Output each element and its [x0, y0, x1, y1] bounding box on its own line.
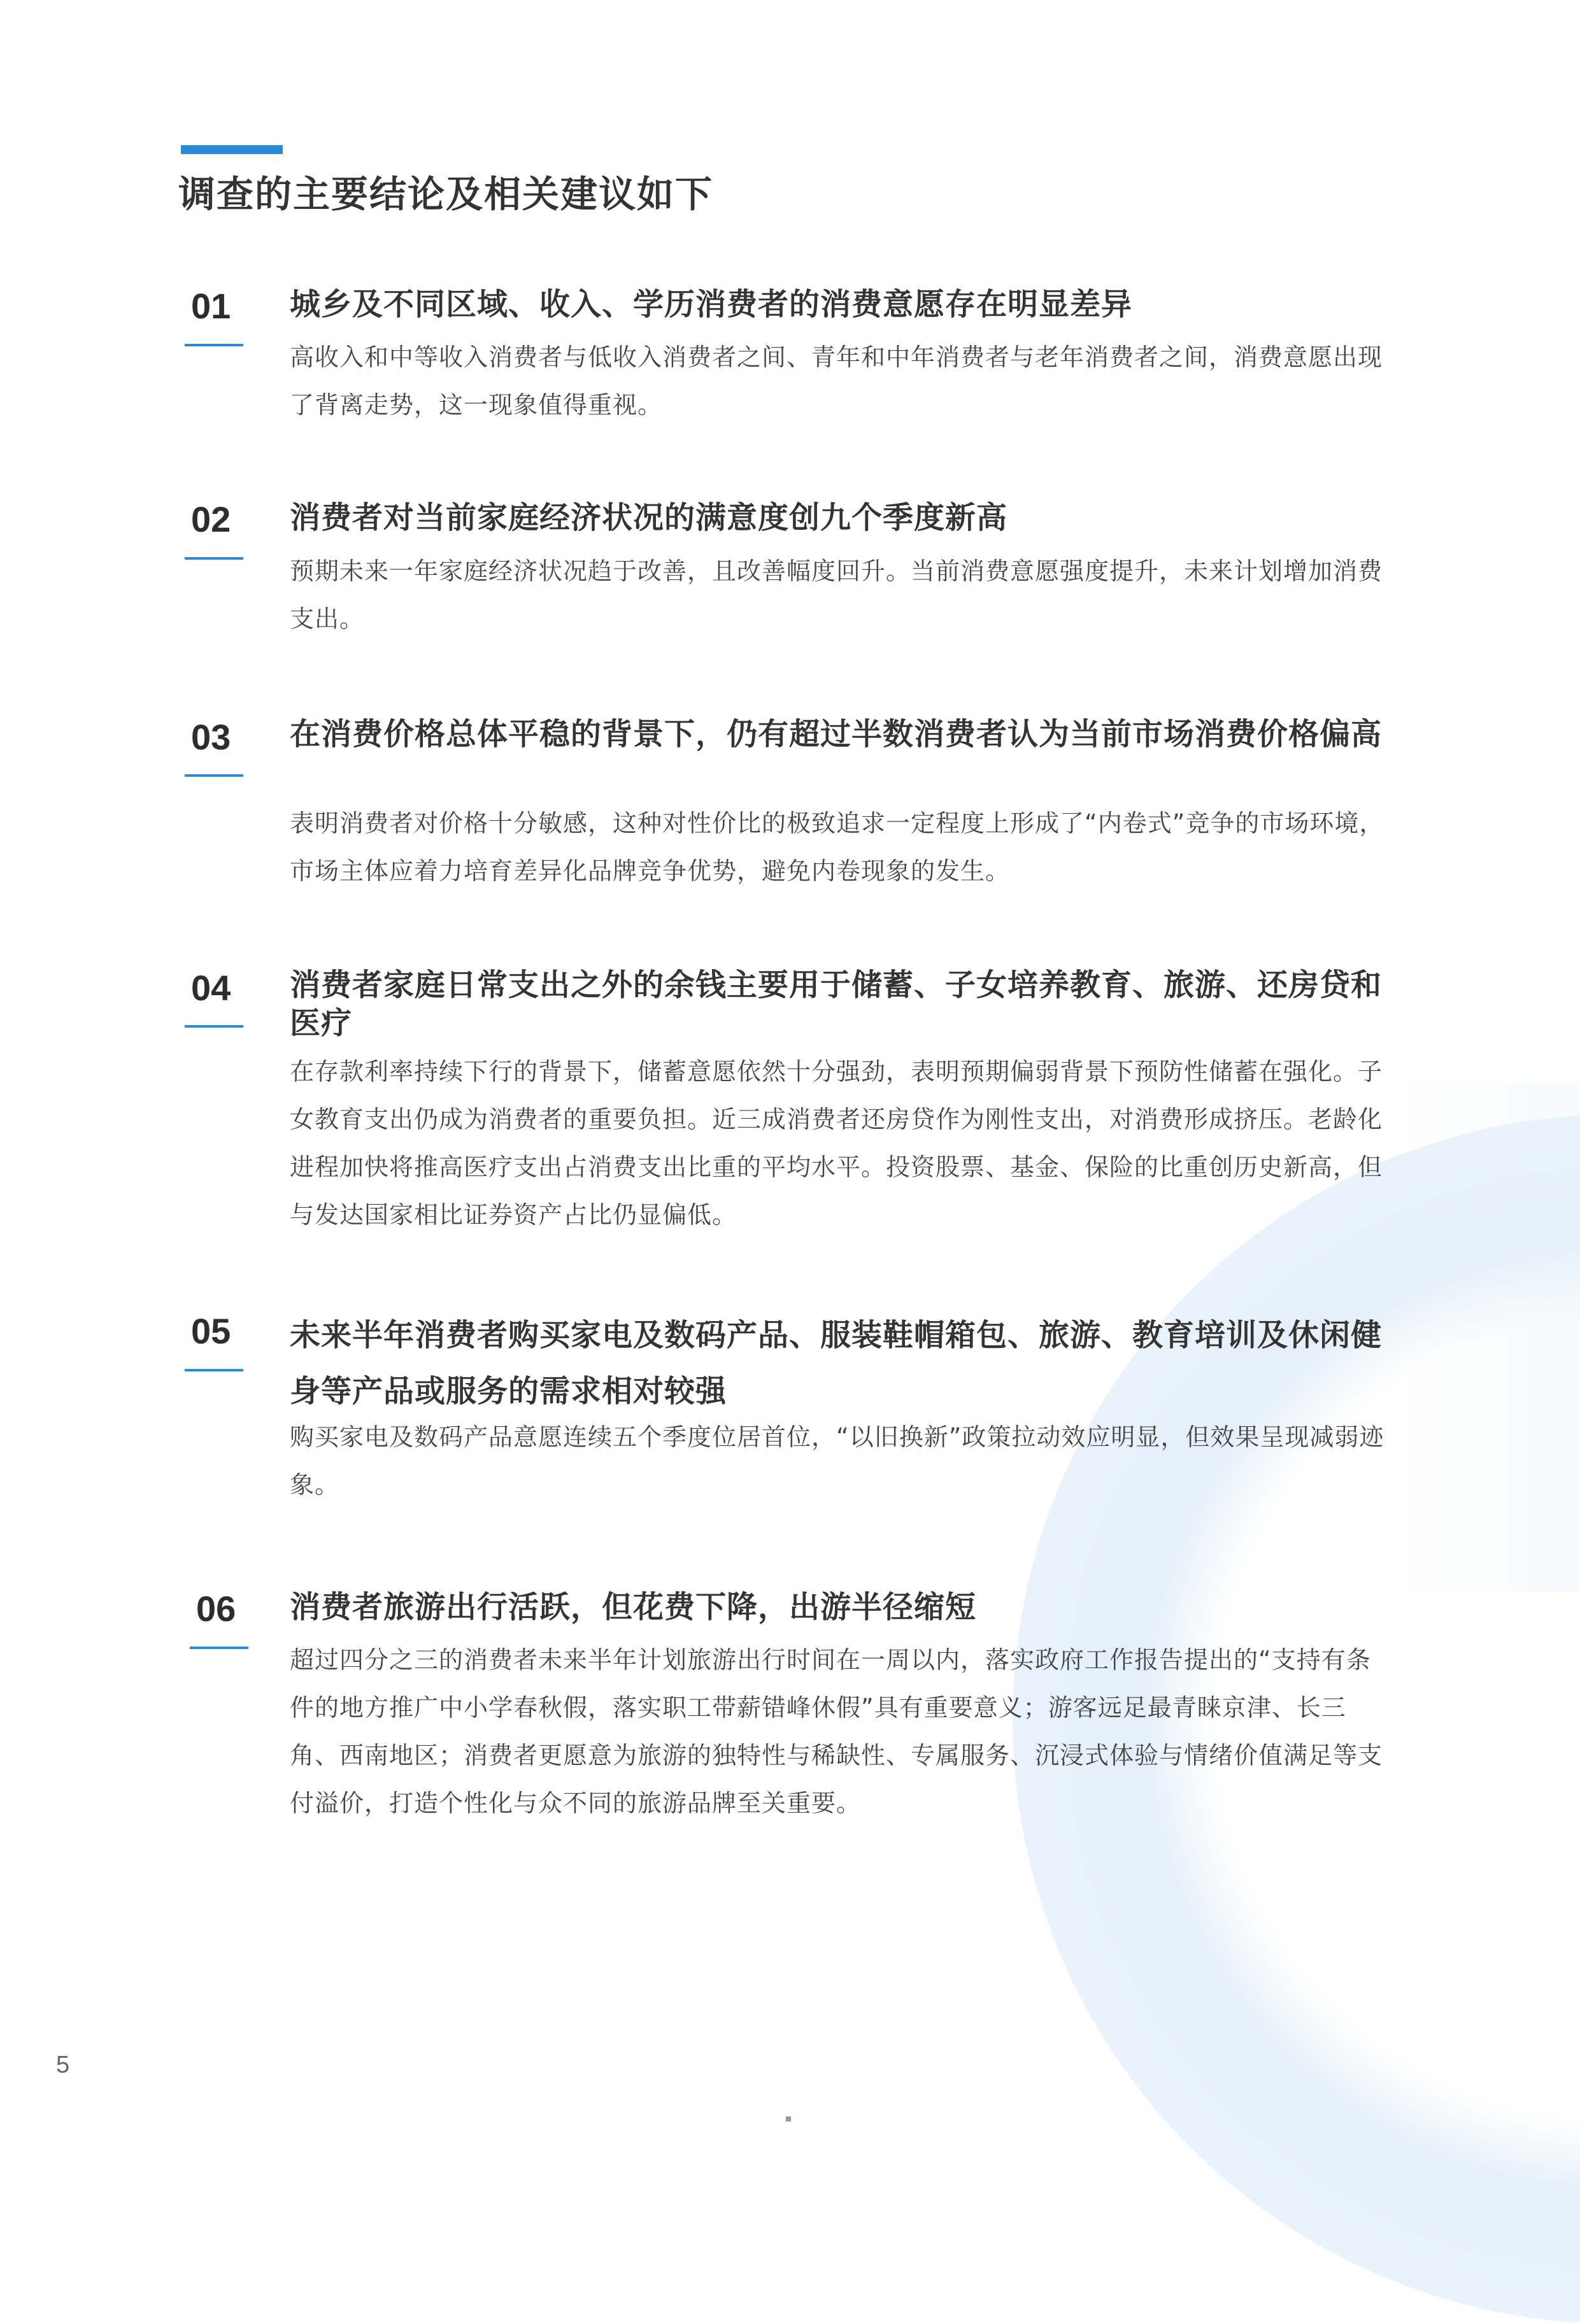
- finding-body: 在存款利率持续下行的背景下，储蓄意愿依然十分强劲，表明预期偏弱背景下预防性储蓄在强化。子女教育支出仍成为消费者的重要负担。近三成消费者还房贷作为刚性支出，对消费形成挤压。老龄化进程加快将推高医疗支出占消费支出比重的平均水平。投资股票、基金、保险的比重创历史新高，但与发达国家相比证券资产占比仍显偏低。: [290, 1058, 1383, 1229]
- title-accent-bar: [181, 145, 283, 154]
- finding-number-underline: [185, 557, 243, 560]
- finding-title: 消费者家庭日常支出之外的余钱主要用于储蓄、子女培养教育、旅游、还房贷和医疗: [290, 967, 1383, 1041]
- finding-number: 03: [191, 717, 231, 757]
- finding-body: 高收入和中等收入消费者与低收入消费者之间、青年和中年消费者与老年消费者之间，消费意愿出现了背离走势，这一现象值得重视。: [290, 343, 1383, 419]
- finding-number-underline: [185, 1369, 243, 1371]
- bottom-marker: [786, 2116, 791, 2122]
- finding-number-underline: [185, 1025, 243, 1028]
- background-fade-decoration: [1401, 1082, 1580, 1592]
- finding-number: 04: [191, 968, 231, 1008]
- finding-title: 消费者对当前家庭经济状况的满意度创九个季度新高: [290, 500, 1008, 535]
- finding-body: 表明消费者对价格十分敏感，这种对性价比的极致追求一定程度上形成了“内卷式”竞争的市场环境，市场主体应着力培育差异化品牌竞争优势，避免内卷现象的发生。: [290, 809, 1384, 885]
- finding-number-underline: [190, 1647, 248, 1649]
- finding-body: 超过四分之三的消费者未来半年计划旅游出行时间在一周以内，落实政府工作报告提出的“支持有条件的地方推广中小学春秋假，落实职工带薪错峰休假”具有重要意义；游客远足最青睐京津、长三角、西南地区；消费者更愿意为旅游的独特性与稀缺性、专属服务、沉浸式体验与情绪价值满足等支付溢价，打造个性化与众不同的旅游品牌至关重要。: [290, 1646, 1383, 1817]
- finding-title: 在消费价格总体平稳的背景下，仍有超过半数消费者认为当前市场消费价格偏高: [290, 716, 1383, 752]
- finding-number: 05: [191, 1311, 231, 1351]
- page-number: 5: [56, 2051, 70, 2078]
- finding-body: 购买家电及数码产品意愿连续五个季度位居首位，“以旧换新”政策拉动效应明显，但效果呈现减弱迹象。: [290, 1423, 1384, 1499]
- finding-number-underline: [185, 344, 243, 346]
- finding-title: 消费者旅游出行活跃，但花费下降，出游半径缩短: [290, 1589, 977, 1625]
- finding-title: 未来半年消费者购买家电及数码产品、服装鞋帽箱包、旅游、教育培训及休闲健身等产品或服务的需求相对较强: [290, 1317, 1383, 1409]
- finding-body: 预期未来一年家庭经济状况趋于改善，且改善幅度回升。当前消费意愿强度提升，未来计划增加消费支出。: [290, 557, 1383, 633]
- page-title: 调查的主要结论及相关建议如下: [178, 173, 714, 216]
- finding-title: 城乡及不同区域、收入、学历消费者的消费意愿存在明显差异: [290, 287, 1133, 322]
- finding-number: 06: [196, 1589, 236, 1629]
- finding-number-underline: [185, 774, 243, 777]
- finding-number: 02: [191, 499, 231, 539]
- finding-number: 01: [191, 286, 231, 326]
